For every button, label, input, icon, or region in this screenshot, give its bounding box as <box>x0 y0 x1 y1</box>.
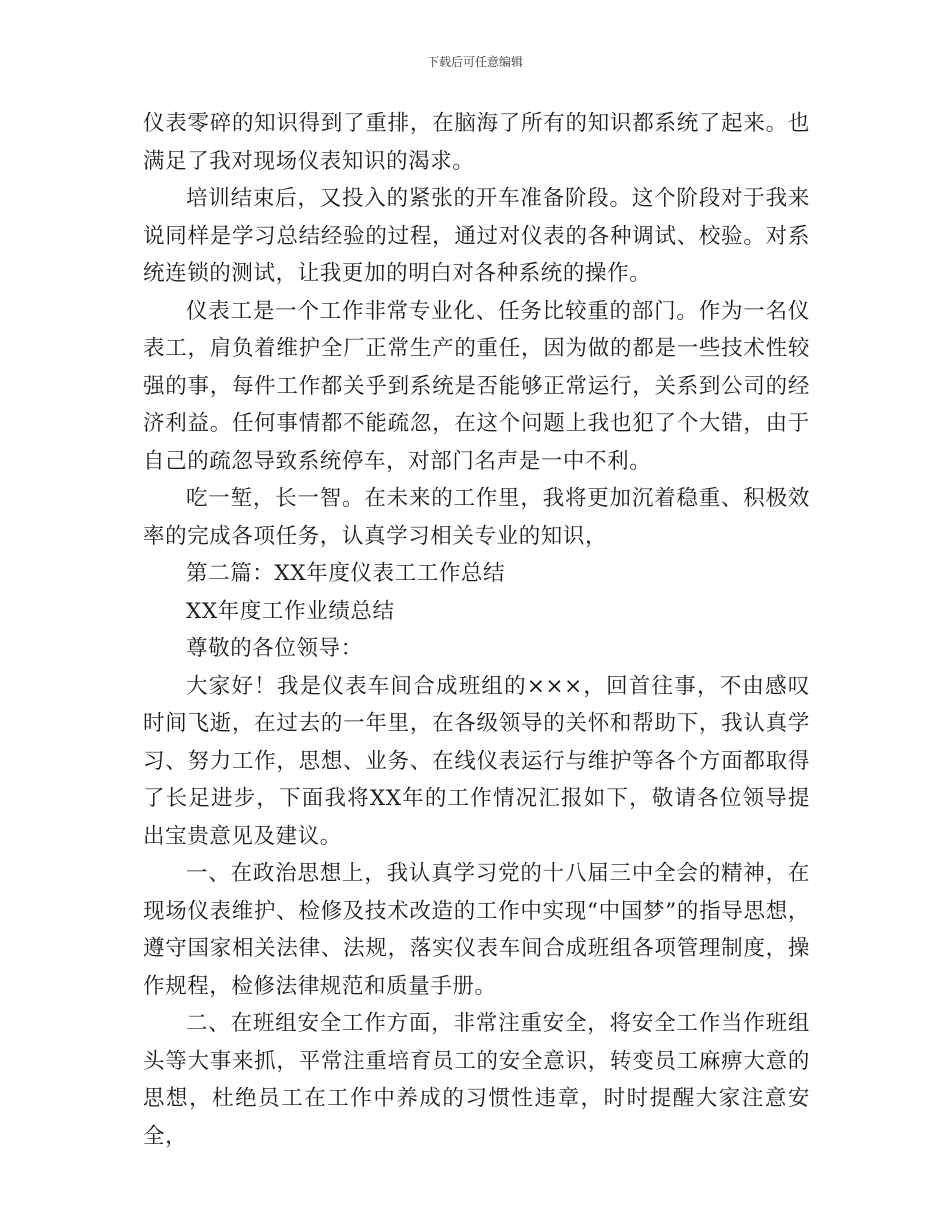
salutation: 尊敬的各位领导： <box>186 636 363 661</box>
section-title: 第二篇：XX年度仪表工工作总结 <box>186 561 506 586</box>
document-body <box>143 105 810 1155</box>
paragraph-political: 一、在政治思想上，我认真学习党的十八届三中全会的精神，在现场仪表维护、检修及技术改造的工作中实现“中国梦”的指导思想，遵守国家相关法律、法规，落实仪表车间合成班组各项管理制度，操作规程，检修法律规范和质量手册。 <box>143 861 810 999</box>
report-title: XX年度工作业绩总结 <box>186 598 395 624</box>
page-header: 下载后可任意编辑 <box>426 55 523 69</box>
paragraph-2: 培训结束后，又投入的紧张的开车准备阶段。这个阶段对于我来说同样是学习总结经验的过程，通过对仪表的各种调试、校验。对系统连锁的测试，让我更加的明白对各种系统的操作。 <box>143 186 810 286</box>
paragraph-3: 仪表工是一个工作非常专业化、任务比较重的部门。作为一名仪表工，肩负着维护全厂正常生产的重任，因为做的都是一些技术性较强的事，每件工作都关乎到系统是否能够正常运行，关系到公司的经济利益。任何事情都不能疏忽，在这个问题上我也犯了个大错，由于自己的疏忽导致系统停车，对部门名声是一中不利。 <box>143 298 810 474</box>
paragraph-safety: 二、在班组安全工作方面，非常注重安全，将安全工作当作班组头等大事来抓，平常注重培育员工的安全意识，转变员工麻痹大意的思想，杜绝员工在工作中养成的习惯性违章，时时提醒大家注意安全， <box>143 1011 810 1149</box>
paragraph-4: 吃一堑，长一智。在未来的工作里，我将更加沉着稳重、积极效率的完成各项任务，认真学习相关专业的知识， <box>143 486 810 549</box>
paragraph-intro: 大家好！我是仪表车间合成班组的×××，回首往事，不由感叹时间飞逝，在过去的一年里，在各级领导的关怀和帮助下，我认真学习、努力工作，思想、业务、在线仪表运行与维护等各个方面都取得了长足进步，下面我将XX年的工作情况汇报如下，敬请各位领导提出宝贵意见及建议。 <box>143 673 810 849</box>
paragraph-1: 仪表零碎的知识得到了重排，在脑海了所有的知识都系统了起来。也满足了我对现场仪表知识的渴求。 <box>143 111 810 174</box>
